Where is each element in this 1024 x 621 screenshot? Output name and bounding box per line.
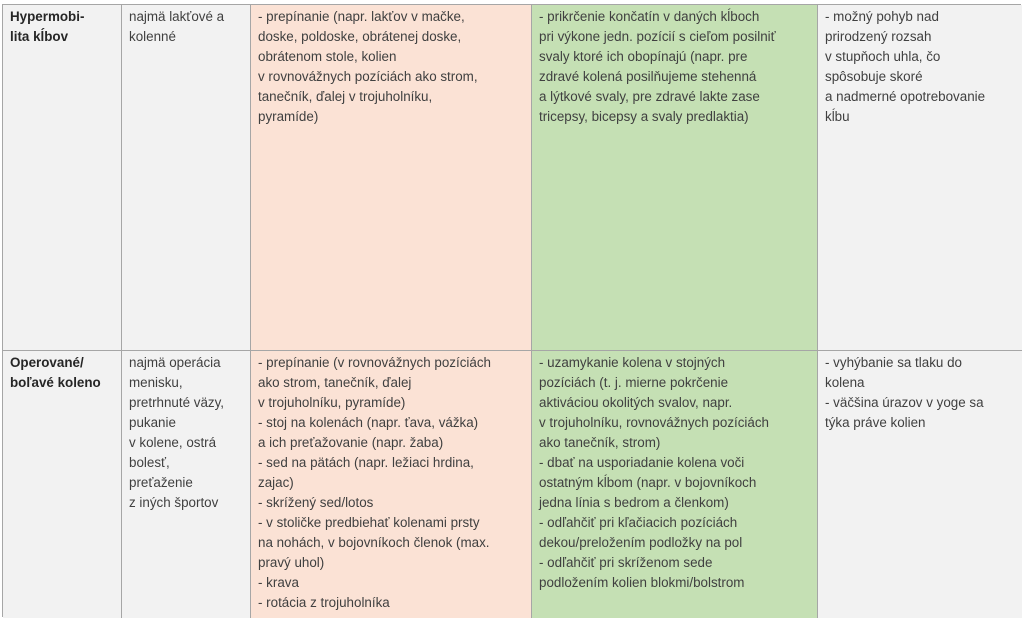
row-2-affected-line: v kolene, ostrá bbox=[129, 435, 217, 450]
row-2-affected-line: pukanie bbox=[129, 415, 176, 430]
row-2-prevention-line: - odľahčiť pri skríženom sede bbox=[539, 555, 713, 570]
row-2-risks-line: na nohách, v bojovníkoch členok (max. bbox=[258, 535, 490, 550]
row-1-prevention-line: tricepsy, bicepsy a svaly predlaktia) bbox=[539, 109, 749, 124]
row-2-prevention-line: jedna línia s bedrom a členkom) bbox=[539, 495, 729, 510]
row-2-heading-line: Operované/ bbox=[10, 355, 84, 370]
row-2-risks-line: v trojuholníku, pyramíde) bbox=[258, 395, 406, 410]
row-1-affected-line: kolenné bbox=[129, 29, 176, 44]
row-1-reason-line: a nadmerné opotrebovanie bbox=[825, 89, 986, 104]
row-1-reason-line: kĺbu bbox=[825, 109, 850, 124]
row-2-risks-line: a ich preťažovanie (napr. žaba) bbox=[258, 435, 444, 450]
row-2-heading-cell bbox=[3, 351, 122, 618]
row-2-prevention-line: podložením kolien blokmi/bolstrom bbox=[539, 575, 745, 590]
row-1-reason-line: v stupňoch uhla, čo bbox=[825, 49, 941, 64]
row-2-reason-line: kolena bbox=[825, 375, 865, 390]
row-2-risks-line: - stoj na kolenách (napr. ťava, vážka) bbox=[258, 415, 479, 430]
row-1-prevention-line: - prikrčenie končatín v daných kĺboch bbox=[539, 9, 760, 24]
row-2-affected-line: menisku, bbox=[129, 375, 183, 390]
row-2-heading-line: boľavé koleno bbox=[10, 375, 101, 390]
row-2-prevention-cell bbox=[532, 351, 818, 618]
row-2-affected-line: najmä operácia bbox=[129, 355, 221, 370]
row-1-heading-line: Hypermobi- bbox=[10, 9, 85, 24]
row-1-prevention-line: zdravé kolená posilňujeme stehenná bbox=[539, 69, 757, 84]
row-1-reason-line: prirodzený rozsah bbox=[825, 29, 932, 44]
row-2-reason-line: týka práve kolien bbox=[825, 415, 926, 430]
row-2-affected-line: pretrhnuté väzy, bbox=[129, 395, 225, 410]
row-2-affected-line: preťaženie bbox=[129, 475, 193, 490]
row-2-prevention-line: - odľahčiť pri kľačiacich pozíciách bbox=[539, 515, 738, 530]
row-1-prevention-cell bbox=[532, 5, 818, 351]
row-1-risks-line: doske, poldoske, obrátenej doske, bbox=[258, 29, 462, 44]
row-1-risks-line: obrátenom stole, kolien bbox=[258, 49, 397, 64]
row-1-affected-line: najmä lakťové a bbox=[129, 9, 225, 24]
row-2-reason-line: - vyhýbanie sa tlaku do bbox=[825, 355, 962, 370]
row-2-prevention-line: v trojuholníku, rovnovážnych pozíciách bbox=[539, 415, 769, 430]
row-1-prevention-line: svaly ktoré ich obopínajú (napr. pre bbox=[539, 49, 748, 64]
row-2-risks-line: zajac) bbox=[258, 475, 294, 490]
row-1-affected-cell bbox=[122, 5, 251, 351]
row-2-prevention-line: pozíciách (t. j. mierne pokrčenie bbox=[539, 375, 729, 390]
row-2-prevention-line: ako tanečník, strom) bbox=[539, 435, 661, 450]
row-1-risks-line: tanečník, ďalej v trojuholníku, bbox=[258, 89, 433, 104]
row-2-risks-line: pravý uhol) bbox=[258, 555, 325, 570]
row-2-prevention-line: - dbať na usporiadanie kolena voči bbox=[539, 455, 745, 470]
row-1-heading-cell bbox=[3, 5, 122, 351]
row-1-prevention-line: a lýtkové svaly, pre zdravé lakte zase bbox=[539, 89, 760, 104]
row-1-risks-cell bbox=[251, 5, 532, 351]
row-1-prevention-line: pri výkone jedn. pozícií s cieľom posilniť bbox=[539, 29, 776, 44]
row-2-risks-cell bbox=[251, 351, 532, 618]
row-2-prevention-line: ostatným kĺbom (napr. v bojovníkoch bbox=[539, 475, 757, 490]
row-2-reason-line: - väčšina úrazov v yoge sa bbox=[825, 395, 984, 410]
row-1-reason-line: spôsobuje skoré bbox=[825, 69, 923, 84]
row-2-risks-line: - prepínanie (v rovnovážnych pozíciách bbox=[258, 355, 491, 370]
row-1-risks-line: pyramíde) bbox=[258, 109, 319, 124]
row-2-reason-cell bbox=[818, 351, 1022, 618]
row-1-heading-line: lita kĺbov bbox=[10, 29, 69, 44]
row-2-risks-line: ako strom, tanečník, ďalej bbox=[258, 375, 412, 390]
row-1-risks-line: - prepínanie (napr. lakťov v mačke, bbox=[258, 9, 465, 24]
row-2-prevention-line: aktiváciou okolitých svalov, napr. bbox=[539, 395, 733, 410]
row-2-risks-line: - rotácia z trojuholníka bbox=[258, 595, 390, 610]
row-2-risks-line: - skrížený sed/lotos bbox=[258, 495, 374, 510]
row-2-prevention-line: dekou/preložením podložky na pol bbox=[539, 535, 743, 550]
row-2-affected-cell bbox=[122, 351, 251, 618]
row-2-risks-line: - sed na pätách (napr. ležiaci hrdina, bbox=[258, 455, 474, 470]
yoga-risk-table bbox=[2, 4, 1021, 617]
row-1-reason-cell bbox=[818, 5, 1022, 351]
row-1-reason-line: - možný pohyb nad bbox=[825, 9, 939, 24]
row-2-risks-line: - krava bbox=[258, 575, 299, 590]
row-2-affected-line: bolesť, bbox=[129, 455, 170, 470]
row-2-affected-line: z iných športov bbox=[129, 495, 219, 510]
row-1-risks-line: v rovnovážnych pozíciách ako strom, bbox=[258, 69, 478, 84]
row-2-prevention-line: - uzamykanie kolena v stojných bbox=[539, 355, 726, 370]
row-2-risks-line: - v stoličke predbiehať kolenami prsty bbox=[258, 515, 480, 530]
